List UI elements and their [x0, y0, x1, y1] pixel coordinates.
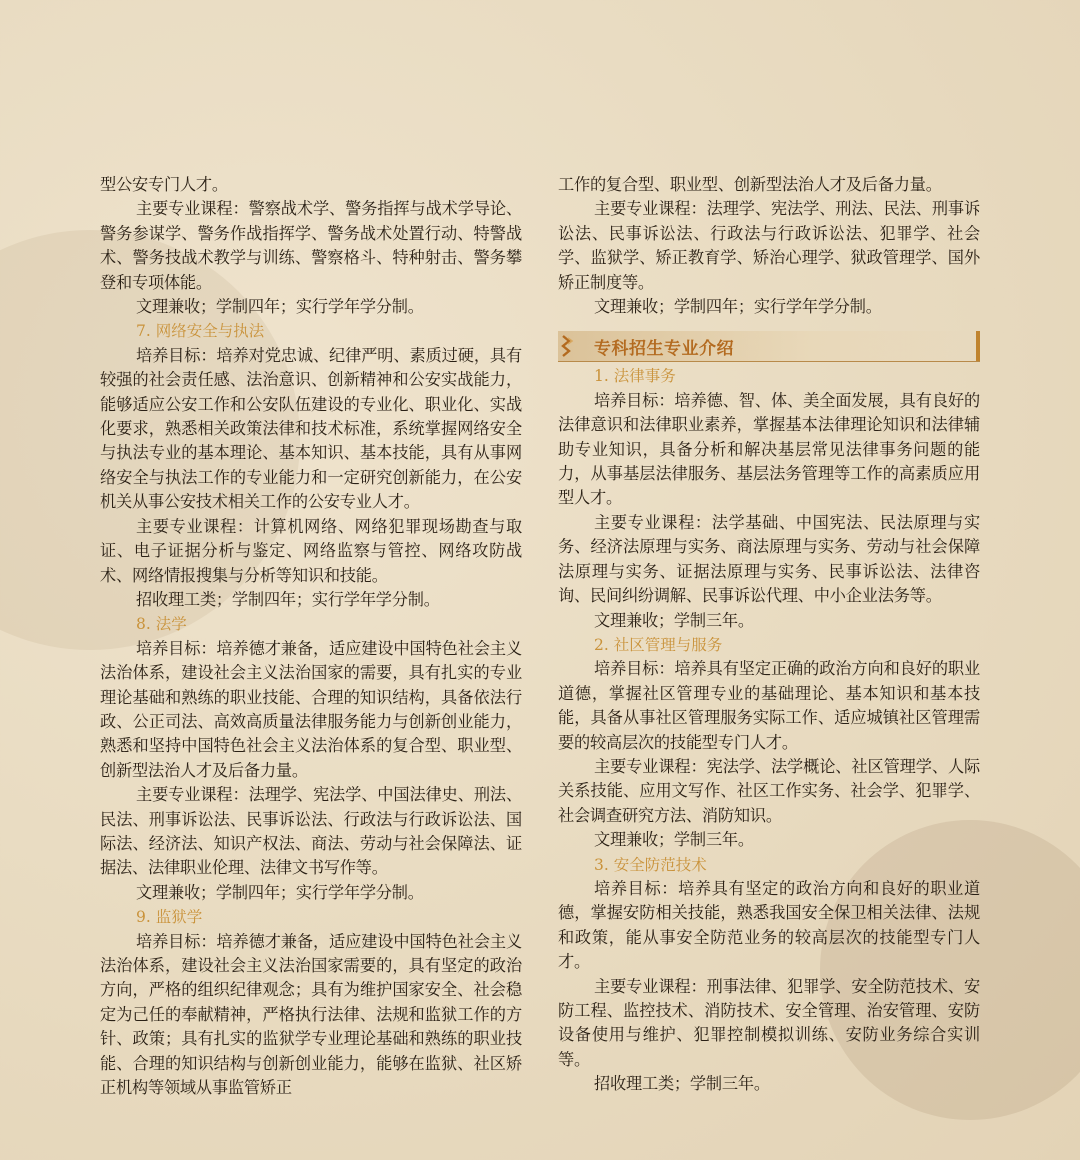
course-list-paragraph: 主要专业课程：刑事法律、犯罪学、安全防范技术、安防工程、监控技术、消防技术、安全管理、治安管理、安防设备使用与维护、犯罪控制模拟训练、安防业务综合实训等。: [558, 976, 980, 1069]
training-goal-paragraph: 培养目标：培养德才兼备，适应建设中国特色社会主义法治体系，建设社会主义法治国家需要的，具有坚定的政治方向，严格的组织纪律观念；具有为维护国家安全、社会稳定为己任的奉献精神，严格执行法律、法规和监狱工作的方针、政策；具有扎实的监狱学专业理论基础和熟练的职业技能、合理的知识结构与创新创业能力，能够在监狱、社区矫正机构等领域从事监管矫正: [100, 931, 522, 1098]
major-heading-prison-science: 9. 监狱学: [136, 908, 203, 927]
course-list-paragraph: 主要专业课程：宪法学、法学概论、社区管理学、人际关系技能、应用文写作、社区工作实务、社会学、犯罪学、社会调查研究方法、消防知识。: [558, 756, 980, 825]
training-goal-paragraph: 培养目标：培养德、智、体、美全面发展，具有良好的法律意识和法律职业素养，掌握基本法律理论知识和法律辅助专业知识，具备分析和解决基层常见法律事务问题的能力，从事基层法律服务、基层法务管理等工作的高素质应用型人才。: [558, 390, 980, 508]
right-column: [558, 173, 980, 1097]
paragraph: 型公安专门人才。: [100, 175, 228, 194]
major-heading-cyber-security: 7. 网络安全与执法: [136, 322, 265, 341]
enrollment-note: 文理兼收；学制三年。: [594, 830, 754, 850]
course-list-paragraph: 主要专业课程：法学基础、中国宪法、民法原理与实务、经济法原理与实务、商法原理与实务、劳动与社会保障法原理与实务、证据法原理与实务、民事诉讼法、法律咨询、民间纠纷调解、民事诉讼代理、中小企业法务等。: [558, 512, 980, 606]
section-banner-title: 专科招生专业介绍: [594, 339, 734, 360]
enrollment-note: 招收理工类；学制三年。: [594, 1074, 770, 1094]
course-list-paragraph: 主要专业课程：法理学、宪法学、中国法律史、刑法、民法、刑事诉讼法、民事诉讼法、行政法与行政诉讼法、国际法、经济法、知识产权法、商法、劳动与社会保障法、证据法、法律职业伦理、法律文书写作等。: [100, 785, 522, 878]
enrollment-note: 招收理工类；学制四年；实行学年学分制。: [136, 589, 440, 609]
scroll-emblem-icon: [560, 335, 574, 357]
major-heading-community-management: 2. 社区管理与服务: [594, 635, 723, 654]
major-heading-legal-affairs: 1. 法律事务: [594, 367, 676, 386]
enrollment-note: 文理兼收；学制四年；实行学年学分制。: [136, 297, 424, 317]
training-goal-paragraph: 培养目标：培养具有坚定的政治方向和良好的职业道德，掌握安防相关技能，熟悉我国安全保卫相关法律、法规和政策，能从事安全防范业务的较高层次的技能型专门人才。: [558, 878, 980, 972]
training-goal-paragraph: 培养目标：培养具有坚定正确的政治方向和良好的职业道德，掌握社区管理专业的基础理论、基本知识和基本技能，具备从事社区管理服务实际工作、适应城镇社区管理需要的较高层次的技能型专门人才。: [558, 659, 980, 752]
training-goal-paragraph: 培养目标：培养对党忠诚、纪律严明、素质过硬，具有较强的社会责任感、法治意识、创新精神和公安实战能力，能够适应公安工作和公安队伍建设的专业化、职业化、实战化要求，熟悉相关政策法律和技术标准，系统掌握网络安全与执法专业的基本理论、基本知识、基本技能，具有从事网络安全与执法工作的专业能力和一定研究创新能力，在公安机关从事公安技术相关工作的公安专业人才。: [100, 345, 522, 512]
paragraph: 工作的复合型、职业型、创新型法治人才及后备力量。: [558, 175, 942, 194]
section-banner: [558, 331, 980, 362]
course-list-paragraph: 主要专业课程：警察战术学、警务指挥与战术学导论、警务参谋学、警务作战指挥学、警务战术处置行动、特警战术、警务技战术教学与训练、警察格斗、特种射击、警务攀登和专项体能。: [100, 199, 522, 292]
course-list-paragraph: 主要专业课程：计算机网络、网络犯罪现场勘查与取证、电子证据分析与鉴定、网络监察与管控、网络攻防战术、网络情报搜集与分析等知识和技能。: [100, 516, 522, 585]
enrollment-note: 文理兼收；学制四年；实行学年学分制。: [136, 882, 424, 902]
banner-end-bar: [976, 331, 980, 361]
enrollment-note: 文理兼收；学制四年；实行学年学分制。: [594, 297, 882, 317]
major-heading-security-technology: 3. 安全防范技术: [594, 855, 707, 874]
training-goal-paragraph: 培养目标：培养德才兼备，适应建设中国特色社会主义法治体系，建设社会主义法治国家的需要，具有扎实的专业理论基础和熟练的职业技能、合理的知识结构，具备依法行政、公正司法、高效高质量法律服务能力与创新创业能力，熟悉和坚持中国特色社会主义法治体系的复合型、职业型、创新型法治人才及后备力量。: [100, 638, 522, 780]
course-list-paragraph: 主要专业课程：法理学、宪法学、刑法、民法、刑事诉讼法、民事诉讼法、行政法与行政诉讼法、犯罪学、社会学、监狱学、矫正教育学、矫治心理学、狱政管理学、国外矫正制度等。: [558, 199, 980, 292]
left-column: [100, 173, 522, 1100]
enrollment-note: 文理兼收；学制三年。: [594, 610, 754, 630]
major-heading-law: 8. 法学: [136, 615, 187, 634]
